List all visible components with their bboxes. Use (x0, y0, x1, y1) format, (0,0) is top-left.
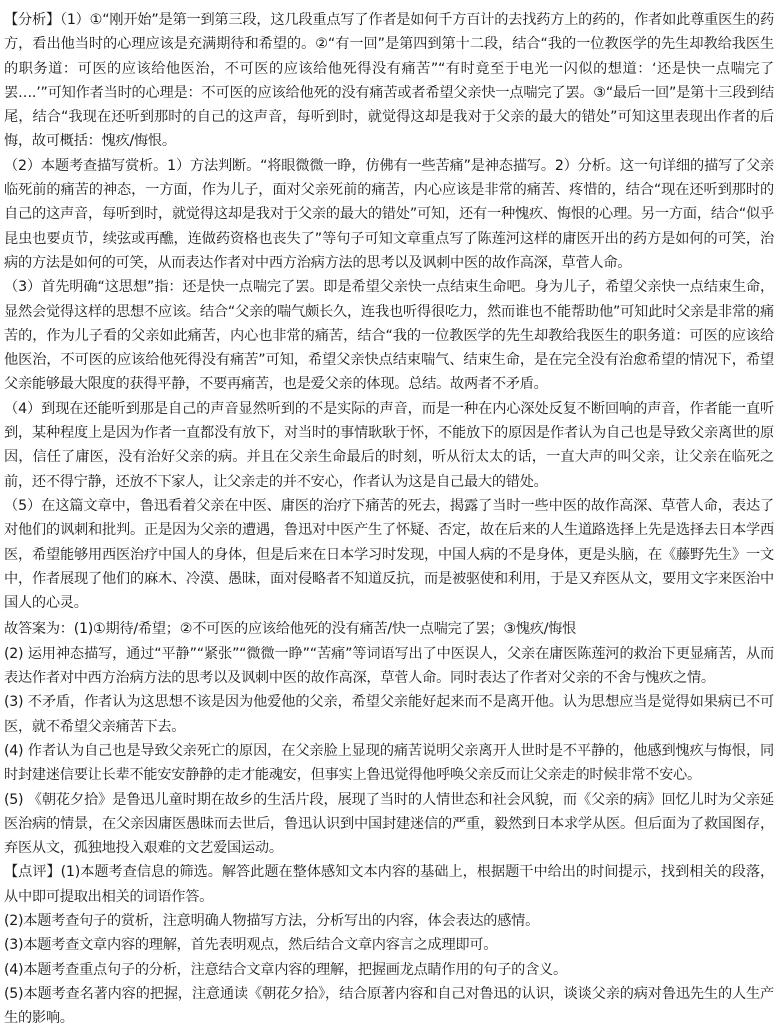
answer-paragraph-4: (4) 作者认为自己也是导致父亲死亡的原因，在父亲脸上显现的痛苦说明父亲离开人世时是不平静的，他感到愧疚与悔恨，同时封建迷信要让长辈不能安安静静的走才能魂安，但事实上鲁迅觉得他呼唤父亲反而让父亲走的时候非常不安心。 (4, 742, 774, 784)
answer-paragraph-1: 故答案为：(1)①期待/希望；②不可医的应该给他死的没有痛苦/快一点喘完了罢；③愧疚/悔恨 (4, 621, 577, 638)
comment-section (4, 860, 774, 1030)
analysis-paragraph-3: （3）首先明确“这思想”指：还是快一点喘完了罢。即是希望父亲快一点结束生命吧。身为儿子，希望父亲快一点结束生命，显然会觉得这样的思想不应该。结合“父亲的喘气颇长久，连我也听得很吃力，然而谁也不能帮助他”可知此时父亲是非常的痛苦的，作为儿子看的父亲如此痛苦，内心也非常的痛苦，结合“我的一位教医学的先生却教给我医生的职务道：可医的应该给他医治，不可医的应该给他死得没有痛苦”可知，希望父亲快点结束喘气、结束生命，是在完全没有治愈希望的情况下，希望父亲能够最大限度的获得平静，不要再痛苦，也是爱父亲的体现。总结。故两者不矛盾。 (4, 279, 774, 393)
analysis-paragraph-1: 【分析】（1）①“刚开始”是第一到第三段，这几段重点写了作者是如何千方百计的去找药方上的药的，作者如此尊重医生的药方，看出他当时的心理应该是充满期待和希望的。②“有一回”是第四到第十二段，结合“我的一位教医学的先生却教给我医生的职务道：可医的应该给他医治，不可医的应该给他死得没有痛苦”“有时竟至于电光一闪似的想道：‘还是快一点喘完了罢….’”可知作者当时的心理是：不可医的应该给他死的没有痛苦或者希望父亲快一点喘完了罢。③“最后一回”是第十三段到结尾，结合“我现在还听到那时的自己的这声音，每听到时，就觉得这却是我对于父亲的最大的错处”可知这里表现出作者的后悔，故可概括：愧疚/悔恨。 (4, 12, 774, 150)
answer-paragraph-2: (2) 运用神态描写，通过“平静”“紧张”“微微一睁”“苦痛”等词语写出了中医误人，父亲在庸医陈莲河的救治下更显痛苦，从而表达作者对中西方治病方法的思考以及讽刺中医的故作高深，草菅人命。同时表达了作者对父亲的不舍与愧疚之情。 (4, 645, 774, 687)
analysis-paragraph-2: （2）本题考查描写赏析。1）方法判断。“将眼微微一睁，仿佛有一些苦痛”是神态描写。2）分析。这一句详细的描写了父亲临死前的痛苦的神态，一方面，作为儿子，面对父亲死前的痛苦，内心应该是非常的痛苦、疼惜的，结合“现在还听到那时的自己的这声音，每听到时，就觉得这却是我对于父亲的最大的错处”可知，还有一种愧疚、悔恨的心理。另一方面，结合“似乎昆虫也要贞节，续弦或再醮，连做药资格也丧失了”等句子可知文章重点写了陈莲河这样的庸医开出的药方是如何的可笑，治病的方法是如何的可笑，从而表达作者对中西方治病方法的思考以及讽刺中医的故作高深，草菅人命。 (4, 157, 774, 271)
comment-paragraph-3: (3)本题考查文章内容的理解，首先表明观点，然后结合文章内容言之成理即可。 (4, 937, 498, 954)
analysis-paragraph-5: （5）在这篇文章中，鲁迅看着父亲在中医、庸医的治疗下痛苦的死去，揭露了当时一些中医的故作高深、草菅人命，表达了对他们的讽刺和批判。正是因为父亲的遭遇，鲁迅对中医产生了怀疑、否定，故在后来的人生道路选择上先是选择去日本学西医，希望能够用西医治疗中国人的身体，但是后来在日本学习时发现，中国人病的不是身体，更是头脑，在《藤野先生》一文中，作者展现了他们的麻木、冷漠、愚昧，面对侵略者不知道反抗，而是被驱使和利用，于是又弃医从文，要用文字来医治中国人的心灵。 (4, 497, 774, 612)
comment-paragraph-2: (2)本题考查句子的赏析，注意明确人物描写方法，分析写出的内容，体会表达的感情。 (4, 912, 540, 929)
comment-paragraph-5: (5)本题考查名著内容的把握，注意通读《朝花夕拾》，结合原著内容和自己对鲁迅的认识，谈谈父亲的病对鲁迅先生的人生产生的影响。 (4, 985, 774, 1027)
comment-paragraph-1: 【点评】(1)本题考查信息的筛选。解答此题在整体感知文本内容的基础上，根据题干中给出的时间提示，找到相关的段落，从中即可提取出相关的词语作答。 (4, 864, 774, 905)
comment-paragraph-4: (4)本题考查重点句子的分析，注意结合文章内容的理解，把握画龙点睛作用的句子的含义。 (4, 961, 567, 978)
answer-paragraph-3: (3) 不矛盾，作者认为这思想不该是因为他爱他的父亲，希望父亲能好起来而不是离开他。认为思想应当是觉得如果病已不可医，就不希望父亲痛苦下去。 (4, 694, 774, 735)
analysis-paragraph-4: （4）到现在还能听到那是自己的声音显然听到的不是实际的声音，而是一种在内心深处反复不断回响的声音，作者能一直听到，某种程度上是因为作者一直都没有放下，对当时的事情耿耿于怀，不能放下的原因是作者认为自己也是导致父亲离世的原因，信任了庸医，没有治好父亲的病。并且在父亲生命最后的时刻，听从衍太太的话，一直大声的叫父亲，让父亲在临死之前，还不得宁静，还放不下家人，让父亲走的并不安心，作者认为这是自己最大的错处。 (4, 400, 774, 490)
analysis-section (4, 8, 774, 615)
answers-section (4, 617, 774, 860)
answer-paragraph-5: (5) 《朝花夕拾》是鲁迅儿童时期在故乡的生活片段，展现了当时的人情世态和社会风貌，而《父亲的病》回忆儿时为父亲延医治病的情景，在父亲因庸医愚昧而去世后，鲁迅认识到中国封建迷信的严重，毅然到日本求学从医。但后面为了救国图存，弃医从文，孤独地投入艰难的文艺爱国运动。 (4, 791, 774, 857)
